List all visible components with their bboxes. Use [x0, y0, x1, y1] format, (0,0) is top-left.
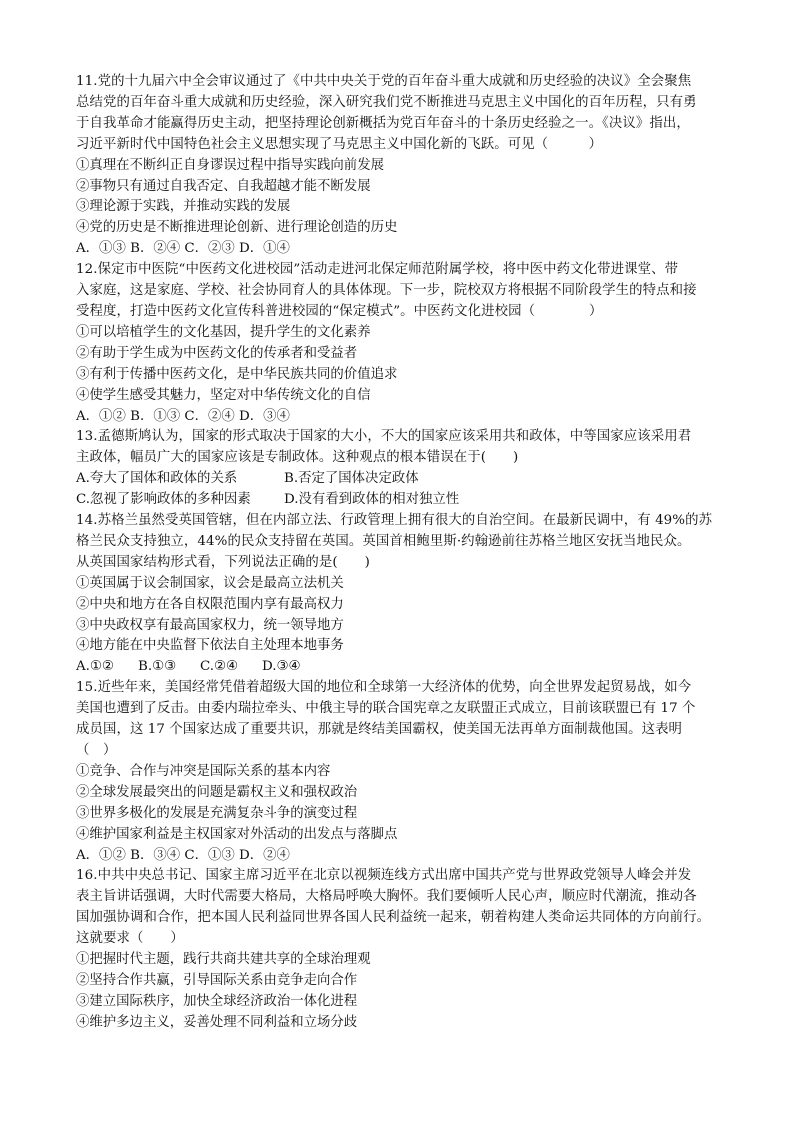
- answer-choice: B.①③: [138, 659, 177, 675]
- question-stem-line: 受程度，打造中医药文化宣传科普进校园的“保定模式”。中医药文化进校园（ ）: [76, 303, 603, 319]
- option-item: ②坚持合作共赢，引导国际关系由竞争走向合作: [76, 972, 358, 988]
- exam-page: [76, 72, 724, 1034]
- answer-choice: D.没有看到政体的相对独立性: [284, 492, 460, 508]
- option-item: ④维护国家利益是主权国家对外活动的出发点与落脚点: [76, 826, 398, 842]
- question-stem-line: 这就要求（ ）: [76, 931, 184, 947]
- option-item: ②中央和地方在各自权限范围内享有最高权力: [76, 596, 344, 612]
- answer-choices: A．①③ B．②④ C．②③ D．①④: [76, 241, 290, 257]
- question-stem-line: 习近平新时代中国特色社会主义思想实现了马克思主义中国化新的飞跃。可见（ ）: [76, 136, 603, 152]
- question-16: [76, 866, 724, 1033]
- answer-choices: A．①② B．①③ C．②④ D．③④: [76, 408, 290, 424]
- answer-choice: D.③④: [262, 659, 301, 675]
- option-item: ③建立国际秩序，加快全球经济政治一体化进程: [76, 993, 358, 1009]
- answer-choice: B.否定了国体决定政体: [284, 471, 419, 487]
- question-stem-line: 总结党的百年奋斗重大成就和历史经验，深入研究我们党不断推进马克思主义中国化的百年历程，只有勇: [76, 94, 697, 110]
- question-stem-line: 美国也遭到了反击。由委内瑞拉牵头、中俄主导的联合国宪章之友联盟正式成立，目前该联盟已有 17 个: [76, 701, 696, 717]
- answer-choices: A．①② B．③④ C．①③ D．②④: [76, 847, 290, 863]
- option-item: ①可以培植学生的文化基因，提升学生的文化素养: [76, 324, 371, 340]
- question-stem-line: 15.近些年来，美国经常凭借着超级大国的地位和全球第一大经济体的优势，向全世界发起贸易战，如今: [76, 680, 692, 696]
- option-item: ②全球发展最突出的问题是霸权主义和强权政治: [76, 784, 358, 800]
- question-14: [76, 511, 724, 678]
- question-stem-line: 于自我革命才能赢得历史主动，把坚持理论创新概括为党百年奋斗的十条历史经验之一。《决议》指出，: [76, 115, 690, 131]
- option-item: ④地方能在中央监督下依法自主处理本地事务: [76, 638, 344, 654]
- question-stem-line: 14.苏格兰虽然受英国管辖，但在内部立法、行政管理上拥有很大的自治空间。在最新民调中，有 49%的苏: [76, 513, 713, 529]
- option-item: ③有利于传播中医药文化，是中华民族共同的价值追求: [76, 366, 398, 382]
- question-stem-line: 16.中共中央总书记、国家主席习近平在北京以视频连线方式出席中国共产党与世界政党领导人峰会并发: [76, 868, 692, 884]
- option-item: ③世界多极化的发展是充满复杂斗争的演变过程: [76, 805, 358, 821]
- answer-choice: A.①②: [76, 659, 114, 675]
- question-15: [76, 678, 724, 866]
- option-item: ④维护多边主义，妥善处理不同利益和立场分歧: [76, 1014, 358, 1030]
- answer-choices-row: [76, 469, 724, 490]
- question-stem-line: 格兰民众支持独立，44%的民众支持留在英国。英国首相鲍里斯·约翰逊前往苏格兰地区安抚当地民众。: [76, 533, 691, 549]
- question-12: [76, 260, 724, 427]
- answer-choice: A.夸大了国体和政体的关系: [76, 471, 238, 487]
- option-item: ①竞争、合作与冲突是国际关系的基本内容: [76, 763, 331, 779]
- question-stem-line: 成员国，这 17 个国家达成了重要共识，那就是终结美国霸权，使美国无法再单方面制裁他国。这表明: [76, 722, 683, 738]
- option-item: ③理论源于实践，并推动实践的发展: [76, 199, 291, 215]
- question-stem-line: 12.保定市中医院“中医药文化进校园”活动走进河北保定师范附属学校，将中医中药文化带进课堂、带: [76, 262, 679, 278]
- option-item: ①真理在不断纠正自身谬误过程中指导实践向前发展: [76, 157, 384, 173]
- answer-choices-row: [76, 490, 724, 511]
- option-item: ④使学生感受其魅力，坚定对中华传统文化的自信: [76, 387, 371, 403]
- question-stem-line: 11.党的十九届六中全会审议通过了《中共中央关于党的百年奋斗重大成就和历史经验的决议》全会聚焦: [76, 74, 692, 89]
- answer-choice: C.②④: [200, 659, 239, 675]
- option-item: ③中央政权享有最高国家权力，统一领导地方: [76, 617, 344, 633]
- question-stem-line: 13.孟德斯鸠认为，国家的形式取决于国家的大小，不大的国家应该采用共和政体，中等国家应该采用君: [76, 429, 692, 445]
- question-stem-line: 从英国国家结构形式看，下列说法正确的是( ): [76, 554, 370, 570]
- question-stem-line: （ ）: [76, 743, 117, 758]
- question-stem-line: 国加强协调和合作，把本国人民利益同世界各国人民利益统一起来，朝着构建人类命运共同体的方向前行。: [76, 910, 711, 926]
- option-item: ④党的历史是不断推进理论创新、进行理论创造的历史: [76, 220, 398, 236]
- question-11: [76, 72, 724, 260]
- option-item: ①英国属于议会制国家，议会是最高立法机关: [76, 575, 344, 591]
- question-stem-line: 主政体，幅员广大的国家应该是专制政体。这种观点的根本错误在于( ): [76, 450, 519, 466]
- answer-choice: C.忽视了影响政体的多种因素: [76, 492, 251, 508]
- option-item: ①把握时代主题，践行共商共建共享的全球治理观: [76, 952, 371, 968]
- option-item: ②事物只有通过自我否定、自我超越才能不断发展: [76, 178, 371, 194]
- question-stem-line: 表主旨讲话强调，大时代需要大格局，大格局呼唤大胸怀。我们要倾听人民心声，顺应时代潮流，推动各: [76, 889, 697, 905]
- answer-choices-row: [76, 657, 724, 678]
- question-stem-line: 入家庭，这是家庭、学校、社会协同育人的具体体现。下一步，院校双方将根据不同阶段学生的特点和接: [76, 283, 697, 299]
- option-item: ②有助于学生成为中医药文化的传承者和受益者: [76, 345, 358, 361]
- question-13: [76, 427, 724, 511]
